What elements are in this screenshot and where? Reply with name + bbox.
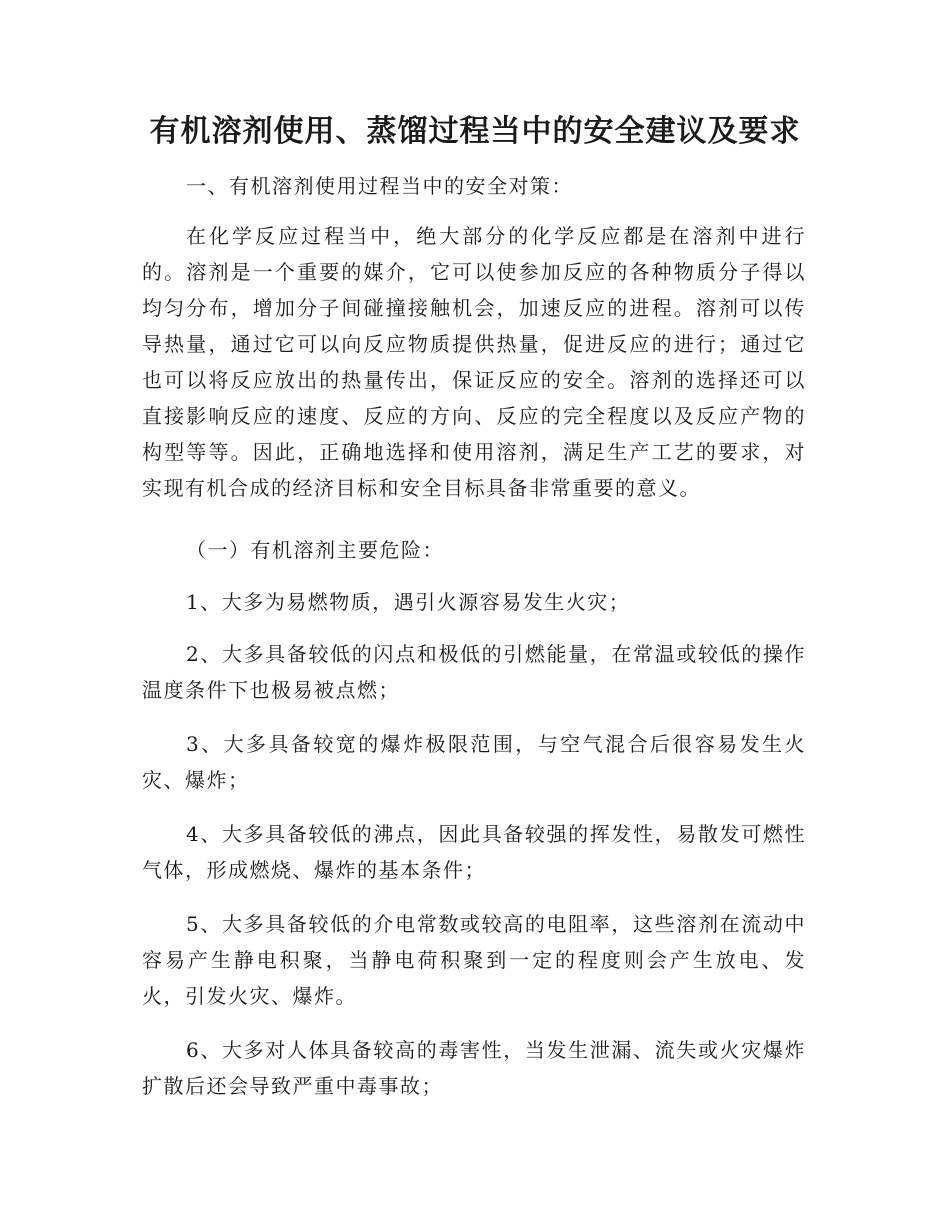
hazard-item-2: 2、大多具备较低的闪点和极低的引燃能量，在常温或较低的操作温度条件下也极易被点燃； <box>142 642 806 702</box>
intro-paragraph: 在化学反应过程当中，绝大部分的化学反应都是在溶剂中进行的。溶剂是一个重要的媒介，它可以使参加反应的各种物质分子得以均匀分布，增加分子间碰撞接触机会，加速反应的进程。溶剂可以传导热量，通过它可以向反应物质提供热量，促进反应的进行；通过它也可以将反应放出的热量传出，保证反应的安全。溶剂的选择还可以直接影响反应的速度、反应的方向、反应的完全程度以及反应产物的构型等等。因此，正确地选择和使用溶剂，满足生产工艺的要求，对实现有机合成的经济目标和安全目标具备非常重要的意义。 <box>142 224 806 500</box>
hazard-item-5: 5、大多具备较低的介电常数或较高的电阻率，这些溶剂在流动中容易产生静电积聚，当静电荷积聚到一定的程度则会产生放电、发火，引发火灾、爆炸。 <box>142 912 806 1008</box>
section-heading: 一、有机溶剂使用过程当中的安全对策： <box>186 174 573 198</box>
hazard-item-1: 1、大多为易燃物质，遇引火源容易发生火灾； <box>186 590 631 614</box>
hazard-item-6: 6、大多对人体具备较高的毒害性，当发生泄漏、流失或火灾爆炸扩散后还会导致严重中毒事故； <box>142 1038 806 1098</box>
hazard-item-4: 4、大多具备较低的沸点，因此具备较强的挥发性，易散发可燃性气体，形成燃烧、爆炸的基本条件； <box>142 822 806 882</box>
subsection-heading: （一）有机溶剂主要危险： <box>186 538 444 562</box>
page-title: 有机溶剂使用、蒸馏过程当中的安全建议及要求 <box>149 114 801 149</box>
hazard-item-3: 3、大多具备较宽的爆炸极限范围，与空气混合后很容易发生火灾、爆炸； <box>142 732 806 792</box>
